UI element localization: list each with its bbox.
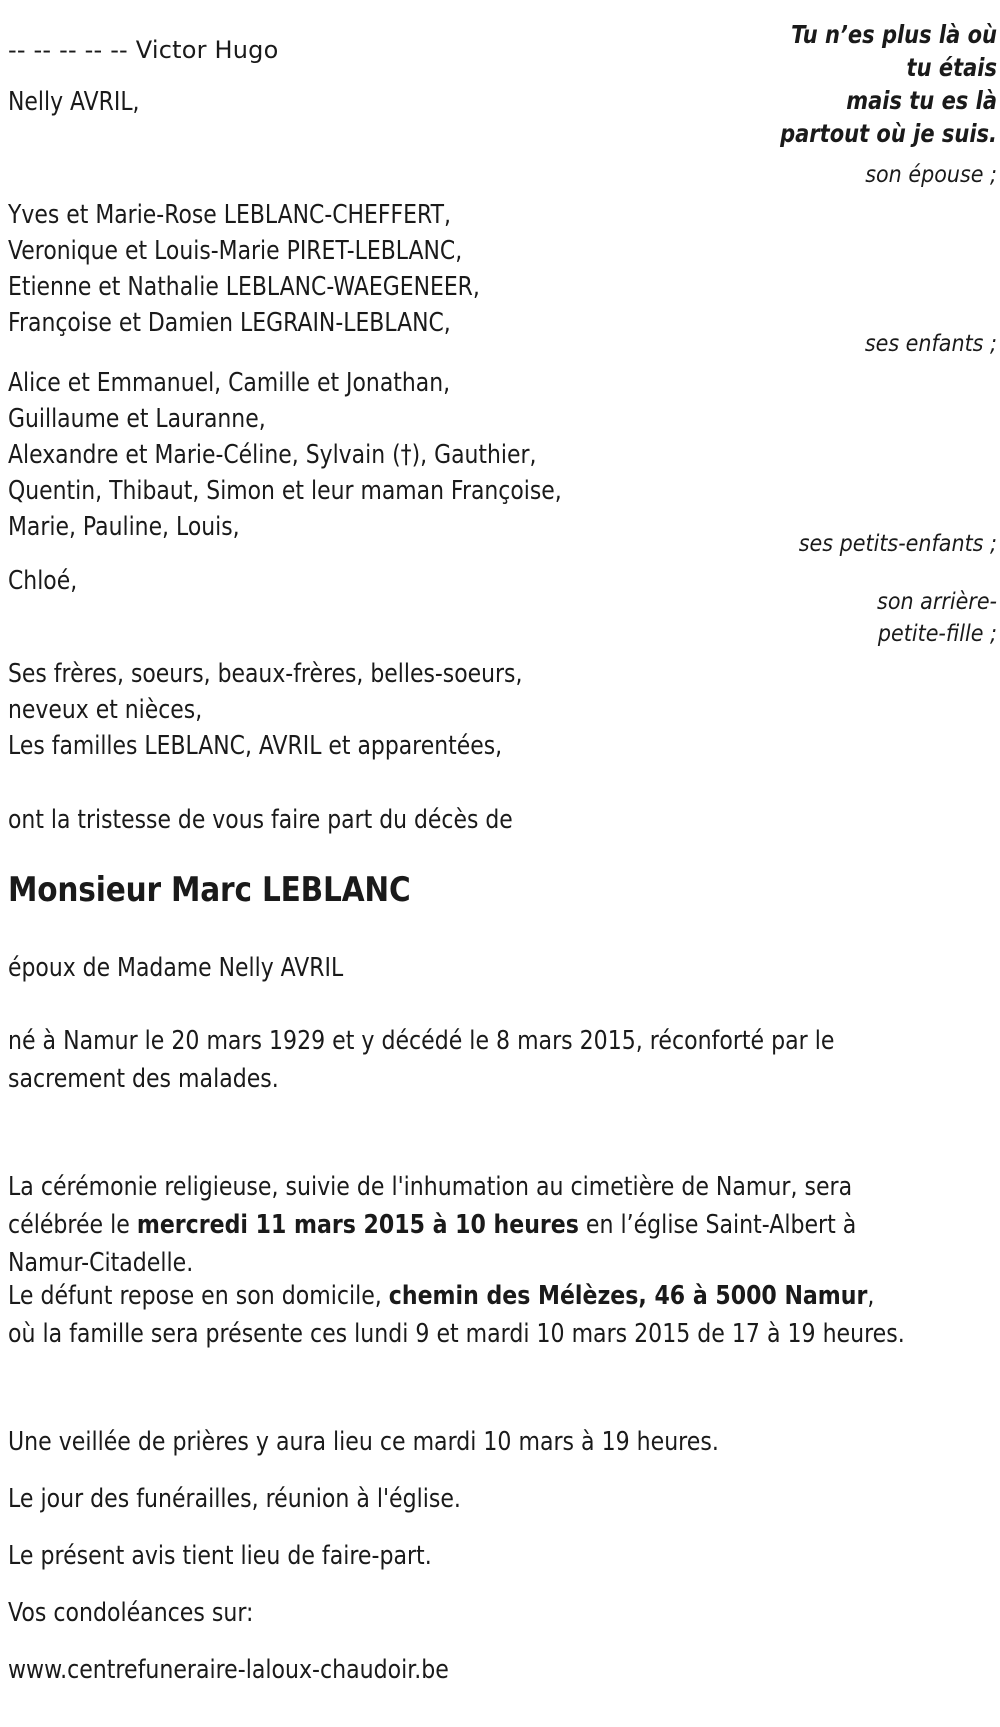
caption-line: son arrière- <box>877 587 997 615</box>
list-item: Les familles LEBLANC, AVRIL et apparentées, <box>8 731 503 761</box>
list-item: Veronique et Louis-Marie PIRET-LEBLANC, <box>8 236 463 266</box>
announcement-lead: ont la tristesse de vous faire part du décès de <box>8 805 513 835</box>
list-item: neveux et nièces, <box>8 695 203 725</box>
list-item: Alice et Emmanuel, Camille et Jonathan, <box>8 368 451 398</box>
children-list <box>8 197 888 341</box>
detail-vigil: Une veillée de prières y aura lieu ce mardi 10 mars à 19 heures. <box>8 1427 719 1457</box>
condolences-label: Vos condoléances sur: <box>8 1598 254 1628</box>
deceased-name: Monsieur Marc LEBLANC <box>8 870 411 910</box>
caption-spouse: son épouse ; <box>865 160 997 188</box>
detail-repose <box>8 1277 908 1353</box>
repose-text-before: Le défunt repose en son domicile, <box>8 1281 389 1311</box>
list-item: Alexandre et Marie-Céline, Sylvain (†), Gauthier, <box>8 440 537 470</box>
list-item: Ses frères, soeurs, beaux-frères, belles-soeurs, <box>8 659 523 689</box>
caption-children: ses enfants ; <box>864 329 997 357</box>
ceremony-datetime: mercredi 11 mars 2015 à 10 heures <box>136 1210 579 1240</box>
caption-grandchildren: ses petits-enfants ; <box>798 529 997 557</box>
spouse-of-line: époux de Madame Nelly AVRIL <box>8 953 344 983</box>
list-item: Quentin, Thibaut, Simon et leur maman Françoise, <box>8 476 562 506</box>
poem-line-1: Tu n’es plus là où <box>791 20 997 49</box>
great-granddaughter-name: Chloé, <box>8 566 78 596</box>
repose-address: chemin des Mélèzes, 46 à 5000 Namur <box>388 1281 868 1311</box>
list-item: Yves et Marie-Rose LEBLANC-CHEFFERT, <box>8 200 451 230</box>
repose-text-after: , où la famille sera présente ces lundi 9 et mardi 10 mars 2015 de 17 à 19 heures. <box>8 1281 905 1349</box>
poem-line-4: partout où je suis. <box>780 119 997 148</box>
poem-line-2: tu étais <box>906 53 997 82</box>
list-item: Etienne et Nathalie LEBLANC-WAEGENEER, <box>8 272 480 302</box>
poem-attribution: -- -- -- -- -- Victor Hugo <box>8 36 279 64</box>
detail-notice-note: Le présent avis tient lieu de faire-part. <box>8 1541 432 1571</box>
poem-line-3: mais tu es là <box>846 86 997 115</box>
relatives-list <box>8 656 888 764</box>
caption-great-granddaughter <box>437 585 997 649</box>
detail-birth-death: né à Namur le 20 mars 1929 et y décédé le 8 mars 2015, réconforté par le sacrement des malades. <box>8 1026 835 1094</box>
ceremony-text-before: La cérémonie religieuse, suivie de l'inhumation au cimetière de Namur, sera célébrée le <box>8 1172 853 1240</box>
detail-funeral-day: Le jour des funérailles, réunion à l'église. <box>8 1484 461 1514</box>
list-item: Guillaume et Lauranne, <box>8 404 266 434</box>
detail-ceremony <box>8 1168 908 1282</box>
condolences-url[interactable]: www.centrefuneraire-laloux-chaudoir.be <box>8 1655 449 1685</box>
ceremony-text-after: en l’église Saint-Albert à Namur-Citadelle. <box>8 1210 857 1278</box>
spouse-name: Nelly AVRIL, <box>8 87 140 117</box>
grandchildren-list <box>8 365 888 545</box>
caption-line: petite-fille ; <box>877 619 997 647</box>
list-item: Marie, Pauline, Louis, <box>8 512 240 542</box>
list-item: Françoise et Damien LEGRAIN-LEBLANC, <box>8 308 451 338</box>
